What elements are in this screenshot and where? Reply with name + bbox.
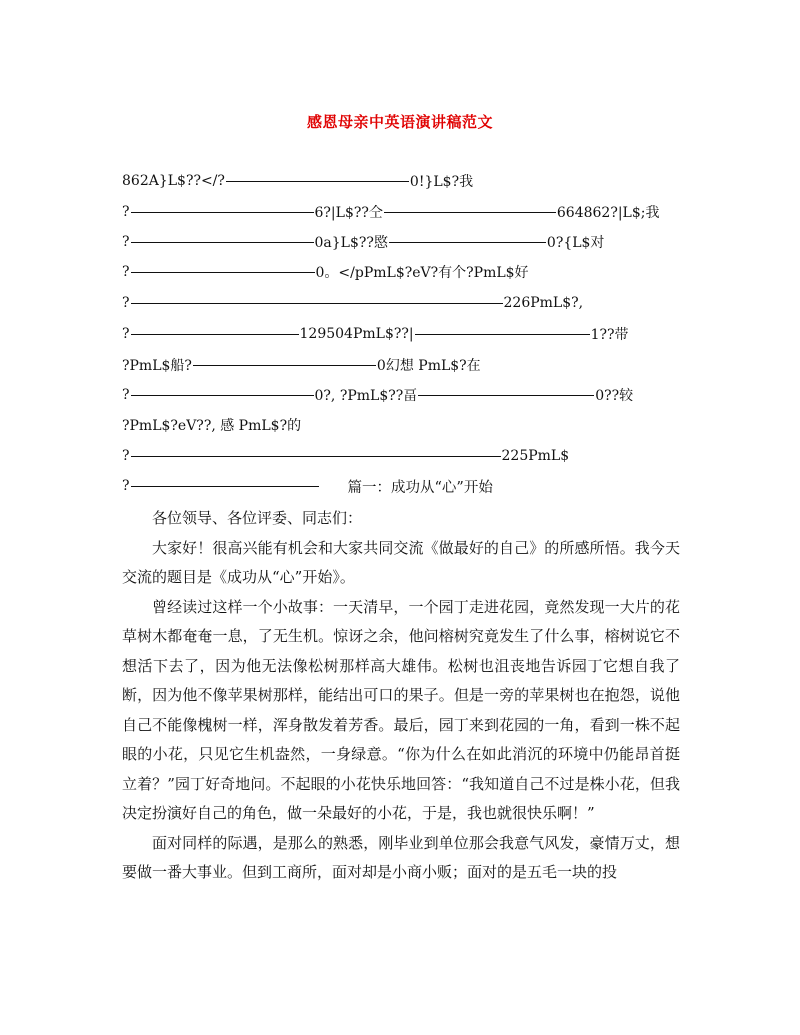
garbled-line-10 (122, 446, 680, 466)
rule-line (131, 395, 314, 396)
garbled-text: 6?|L$??仝 (314, 205, 383, 221)
garbled-text: 225PmL$ (501, 448, 570, 464)
garbled-line-2 (122, 202, 680, 222)
garbled-line-9 (122, 415, 680, 435)
rule-line (415, 334, 590, 335)
garbled-text: ? (122, 295, 130, 311)
rule-line (131, 456, 501, 457)
garbled-text: 0!}L$?我 (409, 174, 474, 190)
rule-line (131, 242, 314, 243)
rule-line (193, 365, 376, 366)
document-title: 感恩母亲中英语演讲稿范文 (306, 113, 493, 131)
garbled-text: ?PmL$船? (122, 358, 192, 374)
garbled-text: ? (122, 478, 130, 494)
rule-line (389, 242, 546, 243)
rule-line (384, 212, 556, 213)
garbled-text: ? (122, 448, 130, 464)
garbled-text: 862A}L$??</? (122, 173, 225, 189)
rule-line (131, 272, 315, 273)
paragraph: 大家好！很高兴能有机会和大家共同交流《做最好的自己》的所感所悟。我今天交流的题目是《成功从“心”开始》。 (122, 538, 680, 586)
rule-line (226, 181, 409, 182)
rule-line (131, 334, 299, 335)
garbled-line-1 (122, 171, 680, 191)
rule-line (131, 303, 503, 304)
garbled-line-3 (122, 232, 680, 252)
garbled-text: 129504PmL$??| (299, 326, 414, 342)
garbled-text: 0??较 (595, 388, 634, 404)
garbled-text: 226PmL$?, (503, 295, 584, 311)
garbled-text: 1??带 (590, 327, 629, 343)
rule-line (418, 395, 594, 396)
section-heading-line (122, 476, 680, 496)
garbled-text: ? (122, 234, 130, 250)
section-heading: 篇一：成功从“心”开始 (347, 479, 493, 496)
garbled-text: ?PmL$?eV??, 感 PmL$?的 (122, 418, 302, 434)
paragraph: 面对同样的际遇，是那么的熟悉，刚毕业到单位那会我意气风发，豪情万丈，想要做一番大事业。但到工商所，面对却是小商小贩；面对的是五毛一块的投 (122, 833, 680, 881)
rule-line (131, 212, 314, 213)
garbled-line-4 (122, 262, 680, 282)
garbled-text: 0幻想 PmL$?在 (376, 358, 481, 374)
garbled-text: ? (122, 264, 130, 280)
garbled-text: 0a}L$??愍 (314, 235, 388, 251)
garbled-line-6 (122, 324, 680, 344)
rule-line (131, 486, 319, 487)
garbled-line-5 (122, 293, 680, 313)
garbled-line-7 (122, 355, 680, 375)
garbled-text: 0?{L$对 (546, 235, 605, 251)
body-text (122, 504, 680, 888)
garbled-text: ? (122, 387, 130, 403)
paragraph: 曾经读过这样一个小故事：一天清早，一个园丁走进花园，竟然发现一大片的花草树木都奄奄一息，了无生机。惊讶之余，他问榕树究竟发生了什么事，榕树说它不想活下去了，因为他无法像松树那样高大雄伟。松树也沮丧地告诉园丁它想自我了断，因为他不像苹果树那样，能结出可口的果子。但是一旁的苹果树也在抱怨，说他自己不能像槐树一样，浑身散发着芳香。最后，园丁来到花园的一角，看到一株不起眼的小花，只见它生机盎然，一身绿意。“你为什么在如此消沉的环境中仍能昂首挺立着？”园丁好奇地问。不起眼的小花快乐地回答：“我知道自己不过是株小花，但我决定扮演好自己的角色，做一朵最好的小花，于是，我也就很快乐啊！” (122, 597, 680, 822)
garbled-text: ? (122, 326, 130, 342)
garbled-text: ? (122, 204, 130, 220)
paragraph: 各位领导、各位评委、同志们： (152, 509, 363, 527)
garbled-text: 0。</pPmL$?eV?有个?PmL$好 (315, 265, 529, 281)
garbled-text: 664862?|L$;我 (556, 205, 660, 221)
garbled-line-8 (122, 385, 680, 405)
garbled-text: 0?, ?PmL$??畐 (314, 388, 418, 404)
